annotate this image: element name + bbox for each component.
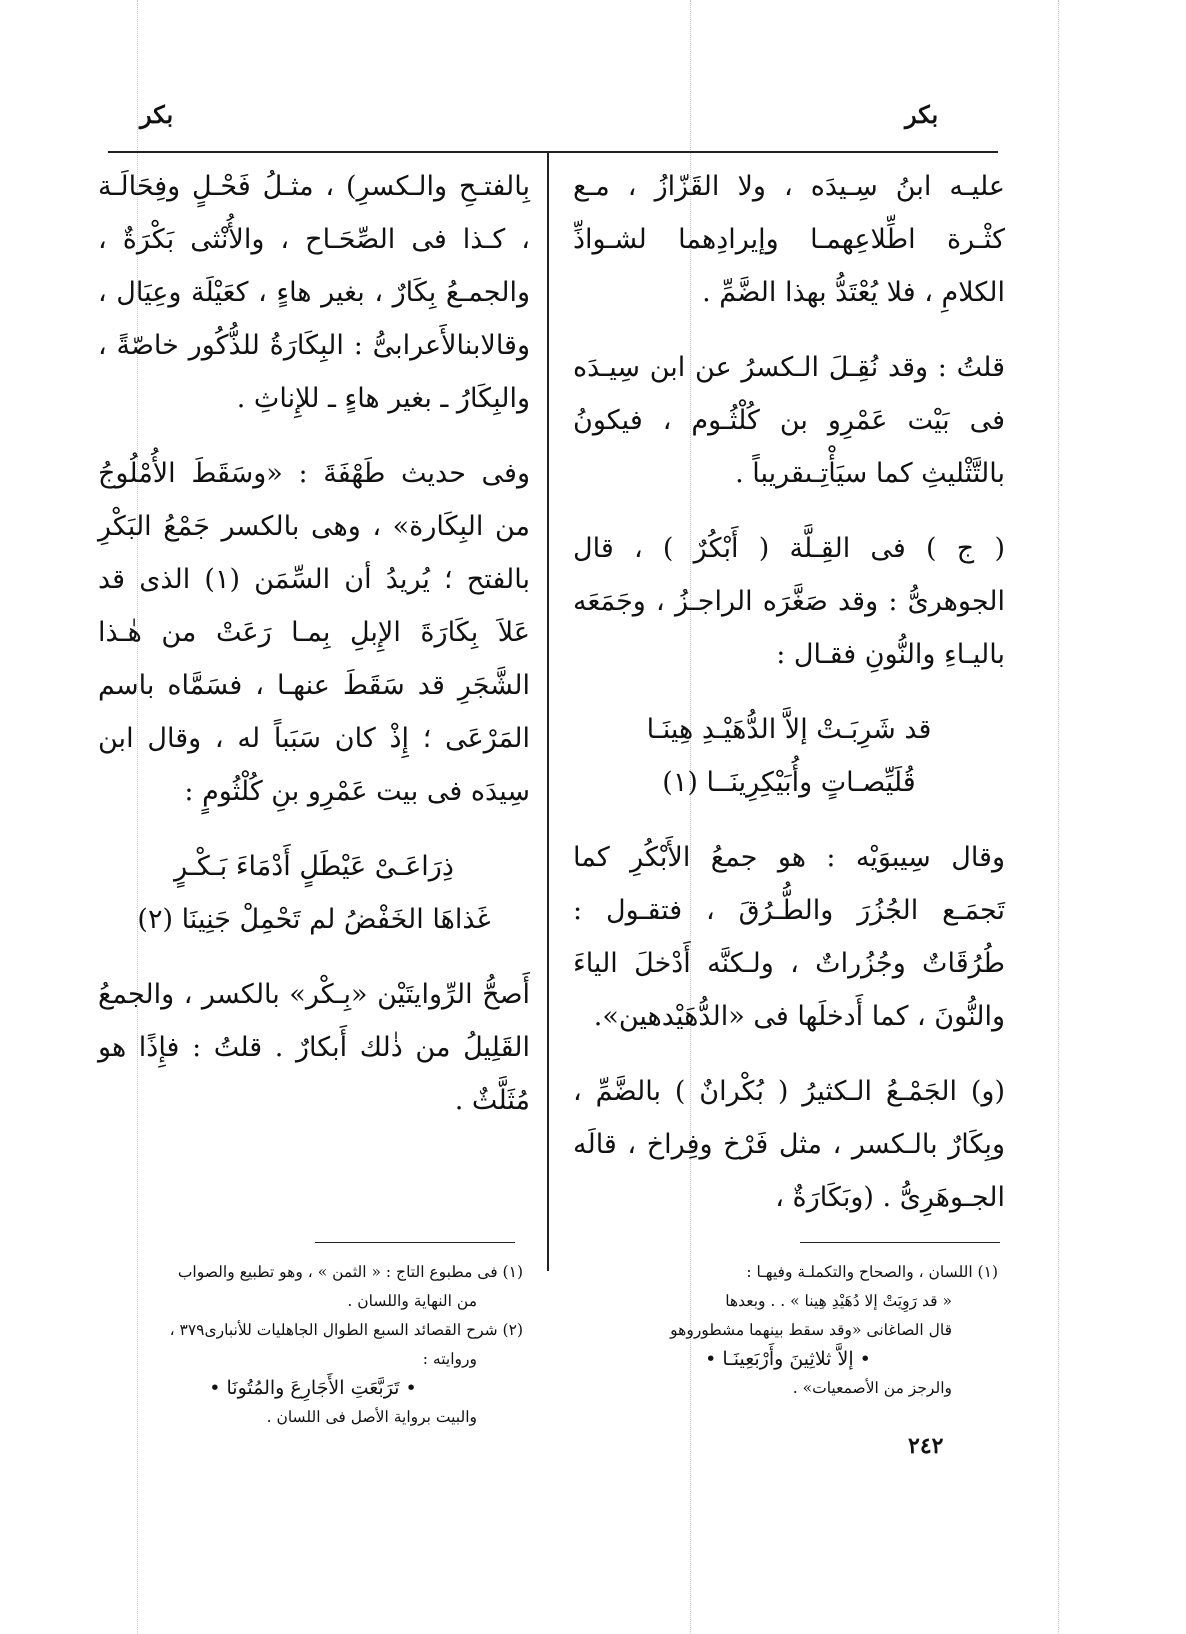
footnote-verse: • إلاَّ ثلاثِينَ وأَرْبَعِينَـا • [705,1348,871,1370]
footnote-line: « قد رَوِيَتْ إلا دُهَيْدِ هِينا » . . وبعدها [725,1292,952,1310]
right-footnotes [578,1258,998,1403]
footnote-rule-right [800,1242,1000,1243]
footnote-line: والبيت برواية الأصل فى اللسان . [266,1408,477,1426]
verse-line: قد شَرِبَـتْ إلاَّ الدُّهَيْـدِ هِينَـا [646,714,932,745]
footnote-line: (١) اللسان ، والصحاح والتكملـة وفيهـا : [746,1263,998,1281]
verse-line: ذِرَاعَـىْ عَيْطَلٍ أَدْمَاءَ بَـكْـرٍ [174,851,454,882]
paragraph: قلتُ : وقد نُقِـلَ الـكسرُ عن ابن سِيـدَه فى بَيْت عَمْرِو بن كُلْثُـوم ، فيكونُ بالتَّثْليثِ كما سيَأْتِـىقريباً . [573,352,1005,489]
paragraph: ( ج ) فى القِـلَّة ( أَبْكُرٌ ) ، قال الجوهرىُّ : وقد صَغَّرَه الراجـزُ ، وجَمَعَه باليـاءِ والنُّونِ فقـال : [573,533,1005,670]
right-column [573,160,1005,1246]
paragraph: عليـه ابنُ سِـيدَه ، ولا القَزّازُ ، مـع كثْـرة اطِّلاعِهمـا وإيرادِهما لشـواذِّ الكلامِ ، فلا يُعْتَدُّ بهذا الضَّمِّ . [573,171,1005,308]
footnote-line: قال الصاغانى «وقد سقط بينهما مشطوروهو [670,1321,952,1339]
left-column [98,160,530,1149]
footnote-line: (٢) شرح القصائد السبع الطوال الجاهليات للأنبارى٣٧٩ ، [169,1321,523,1339]
paragraph: (و) الجَمْـعُ الـكثيرُ ( بُكْرانٌ ) بالضَّمِّ ، وبِكَارٌ بالـكسر ، مثل فَرْخ وفِراخ ، قالَه الجـوهَرِىُّ . (وبَكَارَةٌ ، [573,1076,1005,1213]
footnote-line: والرجز من الأصمعيات» . [792,1379,952,1397]
footnote-rule-left [315,1242,515,1243]
paragraph: وفى حديث طَهْفَةَ : «وسَقَطَ الأُمْلُوجُ من البِكَارة» ، وهى بالكسر جَمْعُ البَكْرِ بالفتح ؛ يُريدُ أن السِّمَن (١) الذى قد عَلاَ بِكَارَةَ الإِبلِ بِمـا رَعَتْ من هٰـذا الشَّجَرِ قد سَقَطَ عنهـا ، فسَمَّاه باسم المَرْعَى ؛ إِذْ كان سَبَباً له ، وقال ابن سِيدَه فى بيت عَمْرِو بنِ كُلْثُومٍ : [98,458,531,807]
footnote-line: وروايته : [422,1350,477,1368]
verse-line: قُلَيِّصـاتٍ وأُبَيْكِرِينَــا (١) [662,767,916,798]
scan-guide-line [1058,0,1059,1634]
column-divider [547,151,549,1271]
header-right-word: بكر [905,100,939,129]
verse-line: غَذاهَا الخَفْضُ لم تَحْمِلْ جَنِينَا (٢) [137,904,491,935]
footnote-verse: • تَرَبَّعَتِ الأَجَارِعَ والمُتُونَا • [209,1377,417,1399]
header-left-word: بكر [140,100,174,129]
paragraph: وقال سِيبوَيْه : هو جمعُ الأَبْكُرِ كما تَجمَـع الجُزُرَ والطُّـرُقَ ، فتقـول : طُرُقَاتٌ وجُزُراتٌ ، ولـكنَّه أَدْخلَ الياءَ والنُّونَ ، كما أَدخلَها فى «الدُّهَيْدهين». [573,842,1005,1032]
paragraph: بِالفتـحِ والـكسرِ) ، مثـلُ فَحْـلٍ وفِحَالَـة ، كـذا فى الصِّحَـاح ، والأُنْثى بَكْرَةٌ ، والجمـعُ بِكَارٌ ، بغير هاءٍ ، كعَيْلَة وعِيَال ، وقالابنالأَعرابىُّ : البِكَارَةُ للذُّكُور خاصّةً ، والبِكَارُ ـ بغير هاءٍ ـ للإِناثِ . [98,171,530,414]
left-footnotes [103,1258,523,1432]
footnote-line: (١) فى مطبوع التاج : « الثمن » ، وهو تطبيع والصواب [177,1263,523,1281]
paragraph: أَصحُّ الرِّوايتَيْن «بِـكْر» بالكسر ، والجمعُ القَلِيلُ من ذٰلك أَبكارٌ . قلتُ : فإِذًا هو مُثَلَّثٌ . [98,979,530,1116]
page-number: ٢٤٢ [908,1433,944,1459]
header-rule [108,151,998,153]
footnote-line: من النهاية واللسان . [347,1292,477,1310]
